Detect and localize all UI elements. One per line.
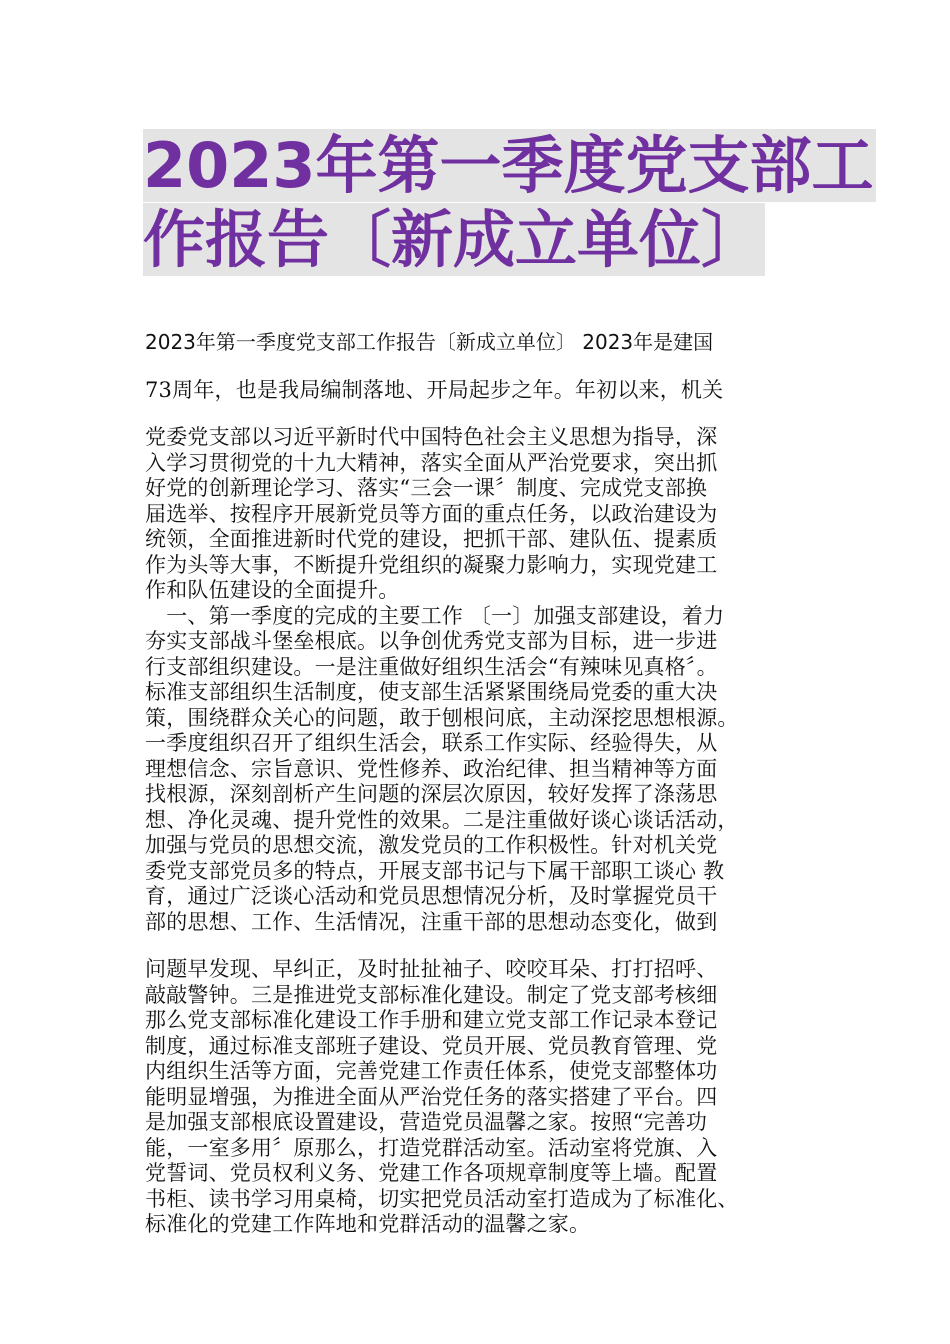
body-line: 标准化的党建工作阵地和党群活动的温馨之家。 [145,1212,591,1236]
title-line-1 [143,129,874,202]
body-line: 党委党支部以习近平新时代中国特色社会主义思想为指导，深 [145,425,718,449]
body-line: 书柜、读书学习用桌椅，切实把党员活动室打造成为了标准化、 [145,1186,739,1211]
title-line-2-text: 作报告〔新成立单位〕 [143,203,764,276]
body-line: 统领，全面推进新时代党的建设，把抓干部、建队伍、提素质 [145,527,718,551]
body-line: 届选举、按程序开展新党员等方面的重点任务，以政治建设为 [145,501,718,526]
body-line: 敲敲警钟。三是推进党支部标准化建设。制定了党支部考核细 [145,982,718,1007]
body-line: 那么党支部标准化建设工作手册和建立党支部工作记录本登记 [145,1008,718,1032]
body-line: 能，一室多用〞原那么，打造党群活动室。活动室将党旗、入 [145,1135,718,1160]
body-line: 2023年第一季度党支部工作报告〔新成立单位〕 2023年是建国 [145,330,714,354]
body-line: 部的思想、工作、生活情况，注重干部的思想动态变化，做到 [145,909,718,934]
body-line: 委党支部党员多的特点，开展支部书记与下属干部职工谈心 教 [145,858,725,883]
body-line: 加强与党员的思想交流，激发党员的工作积极性。针对机关党 [145,833,718,857]
document-title [143,129,874,278]
body-line: 理想信念、宗旨意识、党性修养、政治纪律、担当精神等方面 [145,756,718,781]
body-line: 好党的创新理论学习、落实“三会一课〞制度、完成党支部换 [145,476,708,500]
title-line-1-text: 2023年第一季度党支部工 [143,129,874,202]
body-line: 党誓词、党员权利义务、党建工作各项规章制度等上墙。配置 [145,1161,718,1185]
body-line: 一季度组织召开了组织生活会，联系工作实际、经验得失，从 [145,731,718,755]
body-line: 是加强支部根底设置建设，营造党员温馨之家。按照“完善功 [145,1110,708,1134]
body-line: 73周年，也是我局编制落地、开局起步之年。年初以来，机关 [145,377,724,402]
body-line: 作为头等大事，不断提升党组织的凝聚力影响力，实现党建工 [145,552,718,577]
body-line: 作和队伍建设的全面提升。 [145,578,400,602]
body-line: 入学习贯彻党的十九大精神，落实全面从严治党要求，突出抓 [145,450,718,475]
body-line: 一、第一季度的完成的主要工作 〔一〕加强支部建设，着力 [145,603,725,628]
body-line: 想、净化灵魂、提升党性的效果。二是注重做好谈心谈话活动， [145,807,739,832]
body-line: 内组织生活等方面，完善党建工作责任体系，使党支部整体功 [145,1059,718,1083]
body-line: 找根源，深刻剖析产生问题的深层次原因，较好发挥了涤荡思 [145,782,718,806]
body-line: 能明显增强，为推进全面从严治党任务的落实搭建了平台。四 [145,1084,718,1109]
body-line: 育，通过广泛谈心活动和党员思想情况分析，及时掌握党员干 [145,884,718,908]
title-line-2 [143,204,823,276]
body-line: 策，围绕群众关心的问题，敢于刨根问底，主动深挖思想根源。 [145,705,739,730]
body-line: 制度，通过标准支部班子建设、党员开展、党员教育管理、党 [145,1033,718,1058]
document-body [145,330,825,1238]
body-line: 夯实支部战斗堡垒根底。以争创优秀党支部为目标，进一步进 [145,629,718,653]
body-line: 标准支部组织生活制度，使支部生活紧紧围绕局党委的重大决 [145,680,718,704]
body-line: 行支部组织建设。一是注重做好组织生活会“有辣味见真格〞。 [145,654,718,679]
body-line: 问题早发现、早纠正，及时扯扯袖子、咬咬耳朵、打打招呼、 [145,957,718,981]
